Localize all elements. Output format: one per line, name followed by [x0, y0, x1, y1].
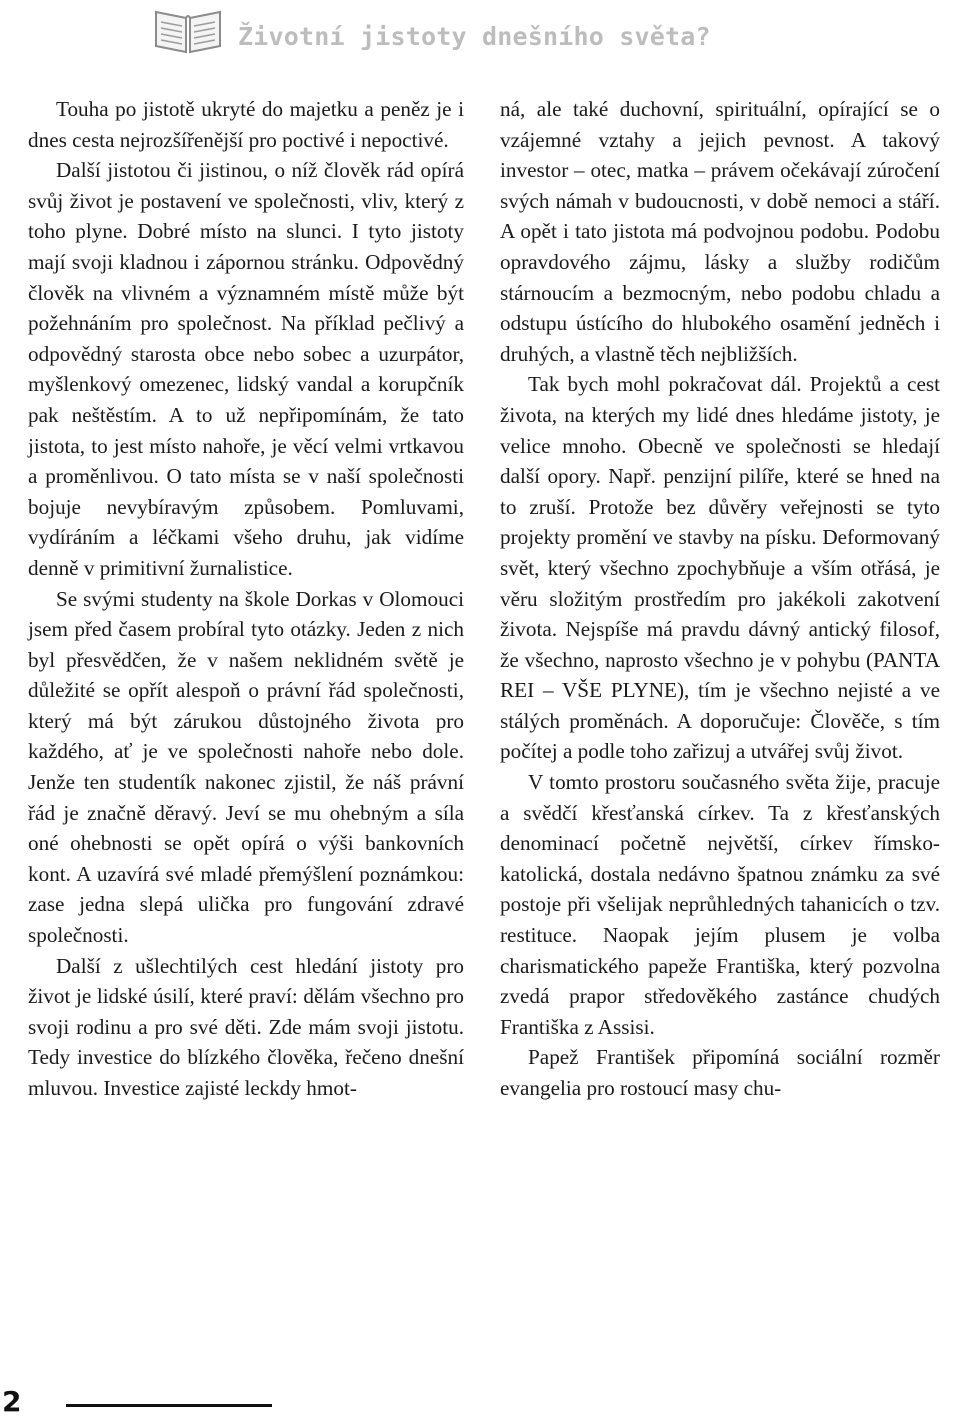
open-book-icon — [152, 4, 224, 56]
page-title: Životní jistoty dnešního světa? — [238, 22, 711, 51]
paragraph-continuation: ná, ale také duchovní, spirituální, opírající se o vzájemné vztahy a jejich pevnost. A takový investor – otec, matka – právem očekávají zúročení svých námah v budoucnosti, v době nemoci a stáří. A opět i tato jistota má podvojnou podobu. Podobu opravdového zájmu, lásky a služby rodičům stárnoucím a bezmocným, nebo podobu chladu a odstupu ústícího do hlubokého osamění jedněch i druhých, a vlastně těch nejbližších. — [500, 97, 940, 366]
page-header — [0, 0, 960, 80]
left-text-column — [28, 94, 464, 1104]
right-text-column — [500, 94, 940, 1104]
paragraph: Papež František připomíná sociální rozměr evangelia pro rostoucí masy chu- — [500, 1045, 940, 1100]
page-number: 2 — [2, 1385, 22, 1418]
paragraph: V tomto prostoru současného světa žije, pracuje a svědčí křesťanská církev. Ta z křesťanských denominací početně největší, církev římsko-katolická, dostala nedávno špatnou známku za své postoje při všelijak neprůhledných tahanicích o tzv. restituce. Naopak jejím plusem je volba charismatického papeže Františka, který pozvolna zvedá prapor středověkého zastánce chudých Františka z Assisi. — [500, 770, 940, 1039]
paragraph: Další z ušlechtilých cest hledání jistoty pro život je lidské úsilí, které praví: dělám všechno pro svoji rodinu a pro své děti. Zde mám svoji jistotu. Tedy investice do blízkého člověka, řečeno dnešní mluvou. Investice zajisté leckdy hmot- — [28, 953, 464, 1100]
paragraph: Další jistotou či jistinou, o níž člověk rád opírá svůj život je postavení ve společnosti, vliv, který z toho plyne. Dobré místo na slunci. I tyto jistoty mají svoji kladnou i zápornou stránku. Odpovědný člověk na vlivném a významném místě může být požehnáním pro společnost. Na příklad pečlivý a odpovědný starosta obce nebo sobec a uzurpátor, myšlenkový omezenec, lidský vandal a korupčník pak neštěstím. A to už nepřipomínám, že tato jistota, to jest místo nahoře, je věcí velmi vrtkavou a proměnlivou. O tato místa se v naší společnosti bojuje nevybíravým způsobem. Pomluvami, vydíráním a léčkami všeho druhu, jak vidíme denně v primitivní žurnalistice. — [28, 158, 464, 580]
paragraph: Se svými studenty na škole Dorkas v Olomouci jsem před časem probíral tyto otázky. Jeden z nich byl přesvědčen, že v našem neklidném světě je důležité se opřít alespoň o právní řád společnosti, který má být zárukou důstojného života pro každého, ať je ve společnosti nahoře nebo dole. Jenže ten studentík nakonec zjistil, že náš právní řád je značně děravý. Jeví se mu ohebným a síla oné ohebnosti se opět opírá o výši bankovních kont. A uzavírá své mladé přemýšlení poznámkou: zase jedna slepá ulička pro fungování zdravé společnosti. — [28, 586, 464, 948]
footer-rule — [66, 1404, 272, 1407]
paragraph: Tak bych mohl pokračovat dál. Projektů a cest života, na kterých my lidé dnes hledáme jistoty, je velice mnoho. Obecně ve společnosti se hledají další opory. Např. penzijní pilíře, které se hned na to zruší. Protože bez důvěry veřejnosti se tyto projekty promění ve stavby na písku. Deformovaný svět, který všechno zpochybňuje a vším otřásá, je věru složitým prostředím pro jakékoli zakotvení života. Nejspíše má pravdu dávný antický filosof, že všechno, naprosto všechno je v pohybu (PANTA REI – VŠE PLYNE), tím je všechno nejisté a ve stálých proměnách. A doporučuje: Člověče, s tím počítej a podle toho zařizuj a utvářej svůj život. — [500, 372, 940, 764]
paragraph: Touha po jistotě ukryté do majetku a peněz je i dnes cesta nejrozšířenější pro poctivé i nepoctivé. — [28, 97, 464, 152]
